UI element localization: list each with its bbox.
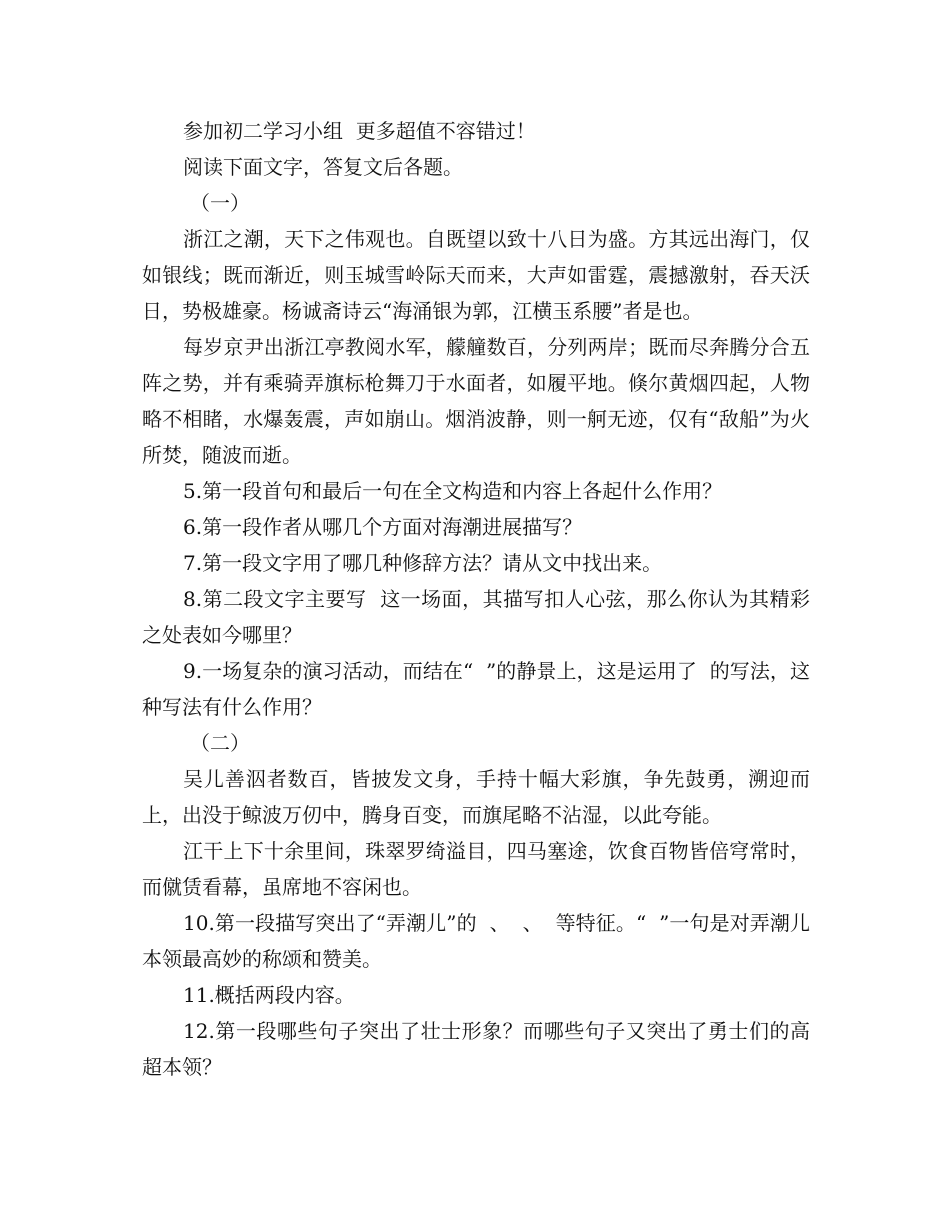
question-5: 5.第一段首句和最后一句在全文构造和内容上各起什么作用？ [183, 479, 723, 503]
question-9: 9.一场复杂的演习活动，而结在“ ”的静景上，这是运用了 的写法，这种写法有什么作用？ [142, 659, 810, 719]
question-12: 12.第一段哪些句子突出了壮士形象？而哪些句子又突出了勇士们的高超本领？ [142, 1019, 810, 1079]
question-6: 6.第一段作者从哪几个方面对海潮进展描写？ [183, 515, 583, 539]
section-1-paragraph-2: 每岁京尹出浙江亭教阅水军，艨艟数百，分列两岸；既而尽奔腾分合五阵之势，并有乘骑弄旗标枪舞刀于水面者，如履平地。倏尔黄烟四起，人物略不相睹，水爆轰震，声如崩山。烟消波静，则一舸无迹，仅有“敌船”为火所焚，随波而逝。 [142, 335, 810, 467]
question-11: 11.概括两段内容。 [183, 983, 355, 1007]
promo-line: 参加初二学习小组 更多超值不容错过！ [183, 119, 536, 143]
section-2-label: （二） [190, 731, 250, 755]
document-body [142, 113, 810, 1085]
section-2-paragraph-1: 吴儿善泅者数百，皆披发文身，手持十幅大彩旗，争先鼓勇，溯迎而上，出没于鲸波万仞中，腾身百变，而旗尾略不沾湿，以此夸能。 [142, 767, 810, 827]
reading-instruction: 阅读下面文字，答复文后各题。 [183, 155, 463, 179]
section-1-paragraph-1: 浙江之潮，天下之伟观也。自既望以致十八日为盛。方其远出海门，仅如银线；既而渐近，则玉城雪岭际天而来，大声如雷霆，震撼激射，吞天沃日，势极雄豪。杨诚斋诗云“海涌银为郭，江横玉系腰”者是也。 [142, 227, 810, 323]
question-8: 8.第二段文字主要写 这一场面，其描写扣人心弦，那么你认为其精彩之处表如今哪里？ [142, 587, 810, 647]
question-10: 10.第一段描写突出了“弄潮儿”的 、 、 等特征。“ ”一句是对弄潮儿本领最高妙的称颂和赞美。 [142, 911, 810, 971]
section-2-paragraph-2: 江干上下十余里间，珠翠罗绮溢目，四马塞途，饮食百物皆倍穹常时，而僦赁看幕，虽席地不容闲也。 [142, 839, 810, 899]
question-7: 7.第一段文字用了哪几种修辞方法？请从文中找出来。 [183, 551, 663, 575]
section-1-label: （一） [190, 191, 250, 215]
